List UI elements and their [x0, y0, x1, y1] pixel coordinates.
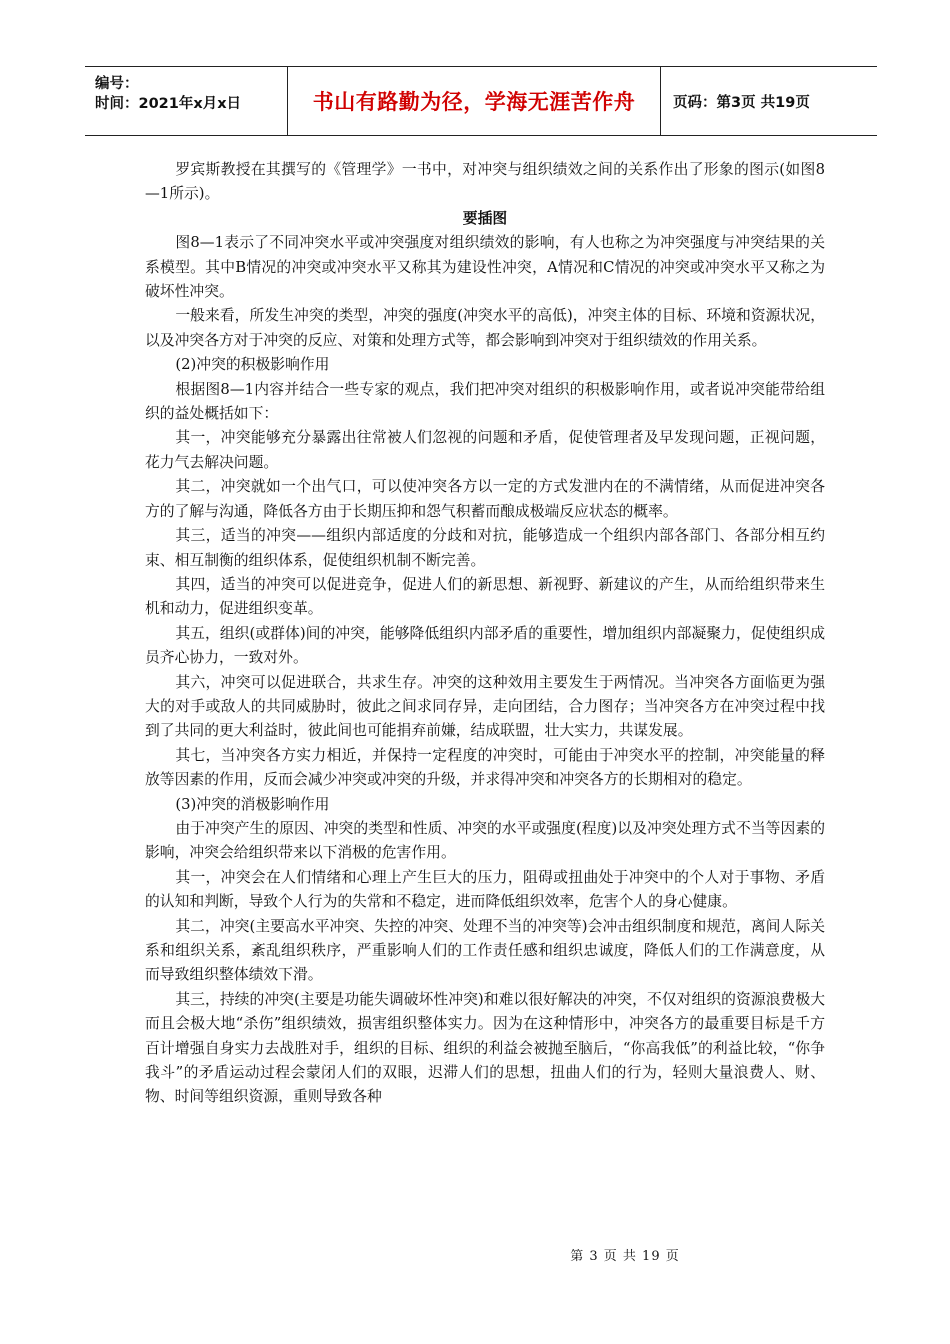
- paragraph: 其一，冲突能够充分暴露出往常被人们忽视的问题和矛盾，促使管理者及早发现问题，正视问题，花力气去解决问题。: [145, 429, 825, 471]
- figure-placeholder-heading: 要插图: [462, 209, 508, 227]
- section-heading: (2)冲突的积极影响作用: [175, 356, 330, 374]
- paragraph: 其二，冲突就如一个出气口，可以使冲突各方以一定的方式发泄内在的不满情绪，从而促进冲突各方的了解与沟通，降低各方由于长期压抑和怨气积蓄而酿成极端反应状态的概率。: [145, 478, 825, 520]
- header-motto: 书山有路勤为径，学海无涯苦作舟: [288, 67, 661, 135]
- paragraph: 一般来看，所发生冲突的类型，冲突的强度(冲突水平的高低)，冲突主体的目标、环境和资源状况，以及冲突各方对于冲突的反应、对策和处理方式等，都会影响到冲突对于组织绩效的作用关系。: [145, 307, 825, 349]
- document-body: [145, 158, 825, 1110]
- paragraph: 由于冲突产生的原因、冲突的类型和性质、冲突的水平或强度(程度)以及冲突处理方式不当等因素的影响，冲突会给组织带来以下消极的危害作用。: [145, 819, 825, 862]
- paragraph: 其六，冲突可以促进联合，共求生存。冲突的这种效用主要发生于两情况。当冲突各方面临更为强大的对手或敌人的共同威胁时，彼此之间求同存异，走向团结，合力图存；当冲突各方在冲突过程中找到了共同的更大利益时，彼此间也可能捐弃前嫌，结成联盟，壮大实力，共谋发展。: [145, 673, 825, 740]
- paragraph: 其三，适当的冲突——组织内部适度的分歧和对抗，能够造成一个组织内部各部门、各部分相互约束、相互制衡的组织体系，促使组织机制不断完善。: [145, 527, 825, 569]
- paragraph: 罗宾斯教授在其撰写的《管理学》一书中，对冲突与组织绩效之间的关系作出了形象的图示(如图8—1所示)。: [145, 161, 825, 203]
- paragraph: 其一，冲突会在人们情绪和心理上产生巨大的压力，阻碍或扭曲处于冲突中的个人对于事物、矛盾的认知和判断，导致个人行为的失常和不稳定，进而降低组织效率，危害个人的身心健康。: [145, 868, 825, 911]
- paragraph: 其五，组织(或群体)间的冲突，能够降低组织内部矛盾的重要性，增加组织内部凝聚力，促使组织成员齐心协力，一致对外。: [145, 624, 825, 667]
- page-footer: 第 3 页 共 19 页: [570, 1249, 680, 1264]
- header-page-label: 页码：第3页 共19页: [673, 94, 810, 111]
- paragraph: 根据图8—1内容并结合一些专家的观点，我们把冲突对组织的积极影响作用，或者说冲突能带给组织的益处概括如下：: [145, 380, 825, 423]
- header-meta: [85, 67, 288, 135]
- date-label: 时间：2021年x月x日: [95, 96, 242, 112]
- paragraph: 其七，当冲突各方实力相近，并保持一定程度的冲突时，可能由于冲突水平的控制，冲突能量的释放等因素的作用，反而会减少冲突或冲突的升级，并求得冲突和冲突各方的长期相对的稳定。: [145, 746, 825, 789]
- paragraph: 其四，适当的冲突可以促进竞争，促进人们的新思想、新视野、新建议的产生，从而给组织带来生机和动力，促进组织变革。: [145, 575, 825, 618]
- page-header: [85, 66, 877, 136]
- paragraph: 其三，持续的冲突(主要是功能失调破坏性冲突)和难以很好解决的冲突，不仅对组织的资源浪费极大而且会极大地“杀伤”组织绩效，损害组织整体实力。因为在这种情形中，冲突各方的最重要目标是千方百计增强自身实力去战胜对手，组织的目标、组织的利益会被抛至脑后，“你高我低”的利益比较，“你争我斗”的矛盾运动过程会蒙闭人们的双眼，迟滞人们的思想，扭曲人们的行为，轻则大量浪费人、财、物、时间等组织资源，重则导致各种: [145, 990, 825, 1106]
- paragraph: 其二，冲突(主要高水平冲突、失控的冲突、处理不当的冲突等)会冲击组织制度和规范，离间人际关系和组织关系，紊乱组织秩序，严重影响人们的工作责任感和组织忠诚度，降低人们的工作满意度，从而导致组织整体绩效下滑。: [145, 917, 825, 984]
- code-label: 编号：: [95, 76, 139, 92]
- paragraph: 图8—1表示了不同冲突水平或冲突强度对组织绩效的影响，有人也称之为冲突强度与冲突结果的关系模型。其中B情况的冲突或冲突水平又称其为建设性冲突，A情况和C情况的冲突或冲突水平又称之为破坏性冲突。: [145, 234, 825, 301]
- section-heading: (3)冲突的消极影响作用: [175, 795, 330, 813]
